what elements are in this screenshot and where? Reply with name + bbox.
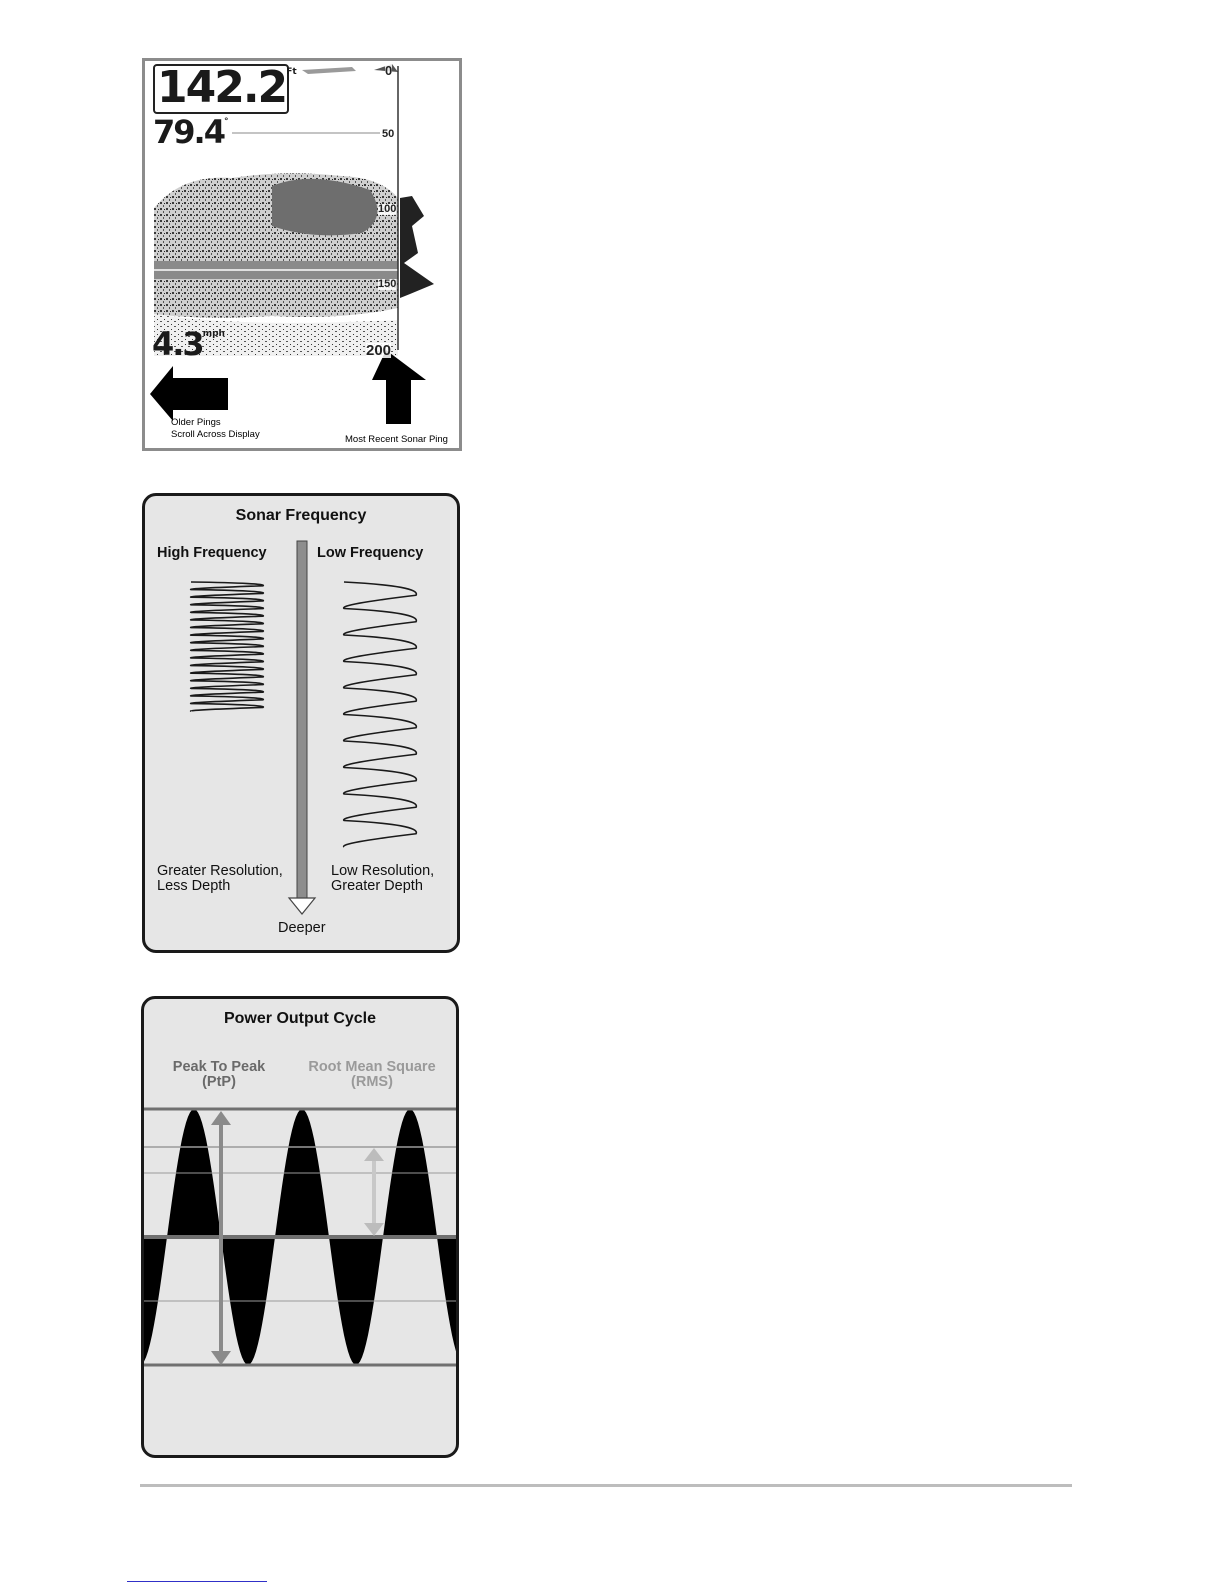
scale-label-0: 0: [385, 63, 393, 78]
caption-older-pings: Older Pings Scroll Across Display: [171, 417, 260, 440]
low-frequency-description: Low Resolution, Greater Depth: [331, 863, 435, 894]
speed-value: 4.3: [152, 325, 203, 363]
peak-to-peak-label: Peak To Peak (PtP): [172, 1059, 266, 1090]
power-output-figure: [141, 996, 459, 1458]
depth-readout: [157, 62, 297, 113]
power-output-title: Power Output Cycle: [223, 1010, 377, 1027]
high-frequency-description: Greater Resolution, Less Depth: [157, 863, 283, 894]
scale-label-50: 50: [382, 128, 395, 140]
power-output-diagram: [144, 999, 456, 1455]
ptp-arrow-down-icon: [211, 1351, 231, 1365]
rms-arrow-up-icon: [364, 1148, 384, 1161]
high-frequency-label: High Frequency: [157, 545, 267, 561]
deeper-arrow-head-icon: [289, 898, 315, 914]
scale-label-100: 100: [378, 203, 397, 215]
footer-rule: [140, 1484, 1072, 1487]
sonar-frequency-figure: [142, 493, 460, 953]
low-frequency-wave: [344, 582, 417, 847]
ptp-arrow-up-icon: [211, 1111, 231, 1125]
scale-label-150: 150: [378, 278, 397, 290]
sonar-frequency-title: Sonar Frequency: [235, 507, 367, 524]
temperature-value: 79.4: [153, 113, 224, 151]
deeper-arrow-shaft: [297, 541, 307, 899]
speed-unit: mph: [202, 329, 225, 339]
footer-link-underline: [127, 1581, 267, 1582]
speed-readout: [152, 325, 225, 363]
depth-unit: Ft: [286, 67, 297, 77]
high-frequency-wave: [191, 582, 264, 711]
caption-most-recent-ping: Most Recent Sonar Ping: [345, 434, 448, 445]
deeper-label: Deeper: [278, 920, 326, 936]
temperature-unit: °: [223, 117, 229, 127]
sonar-display-figure: [142, 58, 462, 451]
low-frequency-label: Low Frequency: [317, 545, 424, 561]
scale-label-200: 200: [366, 342, 392, 359]
rms-arrow-down-icon: [364, 1223, 384, 1236]
depth-value: 142.2: [157, 62, 287, 113]
temperature-readout: [153, 113, 229, 151]
rms-label: Root Mean Square (RMS): [308, 1059, 436, 1090]
